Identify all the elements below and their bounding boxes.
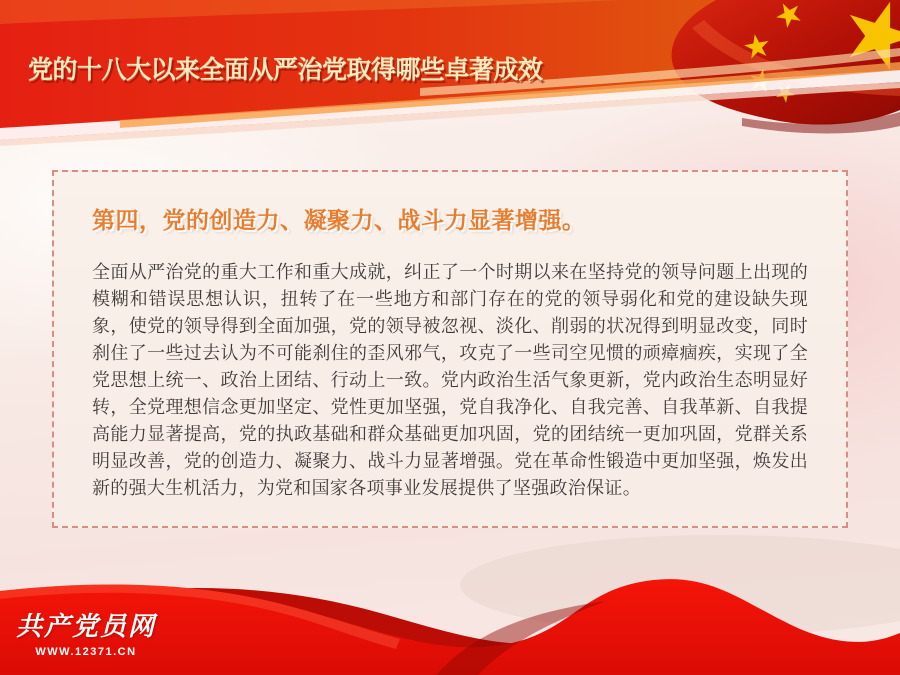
site-logo-name: 共产党员网 bbox=[16, 611, 157, 641]
card-heading: 第四，党的创造力、凝聚力、战斗力显著增强。 bbox=[92, 207, 586, 233]
card-body-text: 全面从严治党的重大工作和重大成就，纠正了一个时期以来在坚持党的领导问题上出现的模糊和错误思想认识，扭转了在一些地方和部门存在的党的领导弱化和党的建设缺失现象，使党的领导得到全面加强，党的领导被忽视、淡化、削弱的状况得到明显改变，同时刹住了一些过去认为不可能刹住的歪风邪气，攻克了一些司空见惯的顽瘴痼疾，实现了全党思想上统一、政治上团结、行动上一致。党内政治生活气象更新，党内政治生态明显好转，全党理想信念更加坚定、党性更加坚强，党自我净化、自我完善、自我革新、自我提高能力显著提高，党的执政基础和群众基础更加巩固，党的团结统一更加巩固，党群关系明显改善，党的创造力、凝聚力、战斗力显著增强。党在革命性锻造中更加坚强，焕发出新的强大生机活力，为党和国家各项事业发展提供了坚强政治保证。 bbox=[92, 262, 808, 498]
site-logo bbox=[16, 606, 156, 658]
site-logo-url: WWW.12371.CN bbox=[35, 646, 137, 658]
page-title: 党的十八大以来全面从严治党取得哪些卓著成效 bbox=[28, 56, 543, 84]
content-card bbox=[52, 170, 848, 528]
